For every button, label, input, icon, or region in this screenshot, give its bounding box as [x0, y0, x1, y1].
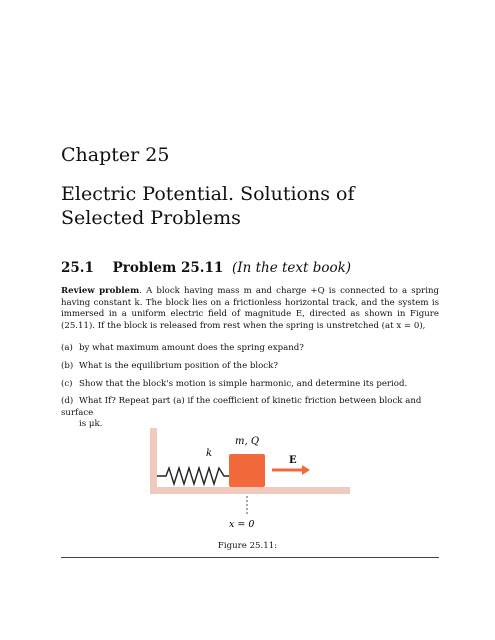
footer-rule [61, 557, 439, 558]
spring [157, 468, 229, 484]
origin-label: x = 0 [229, 519, 255, 530]
section-heading [61, 260, 351, 276]
block-label: m, Q [235, 436, 260, 447]
question-text: What is the equilibrium position of the block? [79, 361, 278, 371]
question-c [61, 379, 439, 391]
figure-caption: Figure 25.11: [217, 541, 278, 551]
spring-constant-label: k [206, 448, 213, 459]
question-b [61, 361, 439, 373]
problem-text: . A block having mass m and charge +Q is connected to a spring having constant k. The block lies on a frictionless horizontal track, and the system is immersed in a uniform electric field of magnitude E, directed as shown in Figure (25.11). If the block is released from rest when the spring is unstretched (at x = 0), [61, 286, 439, 331]
block-spring-figure [150, 428, 350, 536]
chapter-heading: Chapter 25 [61, 144, 170, 166]
question-a [61, 343, 439, 355]
section-note: (In the text book) [231, 260, 352, 276]
question-label: (a) [61, 343, 73, 353]
chapter-title-line-1: Electric Potential. Solutions of [61, 183, 355, 205]
question-text: by what maximum amount does the spring expand? [79, 343, 304, 353]
section-number: 25.1 [61, 260, 94, 276]
charged-block [229, 454, 265, 487]
question-text: Show that the block's motion is simple harmonic, and determine its period. [79, 379, 408, 389]
question-d [61, 396, 439, 431]
problem-statement [61, 286, 439, 332]
floor-track [150, 487, 350, 494]
chapter-title-line-2: Selected Problems [61, 207, 241, 229]
question-text-continued: is μk. [79, 419, 103, 430]
wall [150, 428, 157, 494]
question-label: (d) [61, 396, 74, 406]
question-label: (c) [61, 379, 73, 389]
problem-lead: Review problem [61, 286, 140, 296]
chapter-title [61, 182, 441, 230]
section-title: Problem 25.11 [112, 260, 224, 276]
field-arrow-head [302, 465, 310, 475]
field-label: E [289, 455, 297, 466]
question-text: What If? Repeat part (a) if the coefficient of kinetic friction between block and surface [61, 396, 422, 418]
question-label: (b) [61, 361, 74, 371]
